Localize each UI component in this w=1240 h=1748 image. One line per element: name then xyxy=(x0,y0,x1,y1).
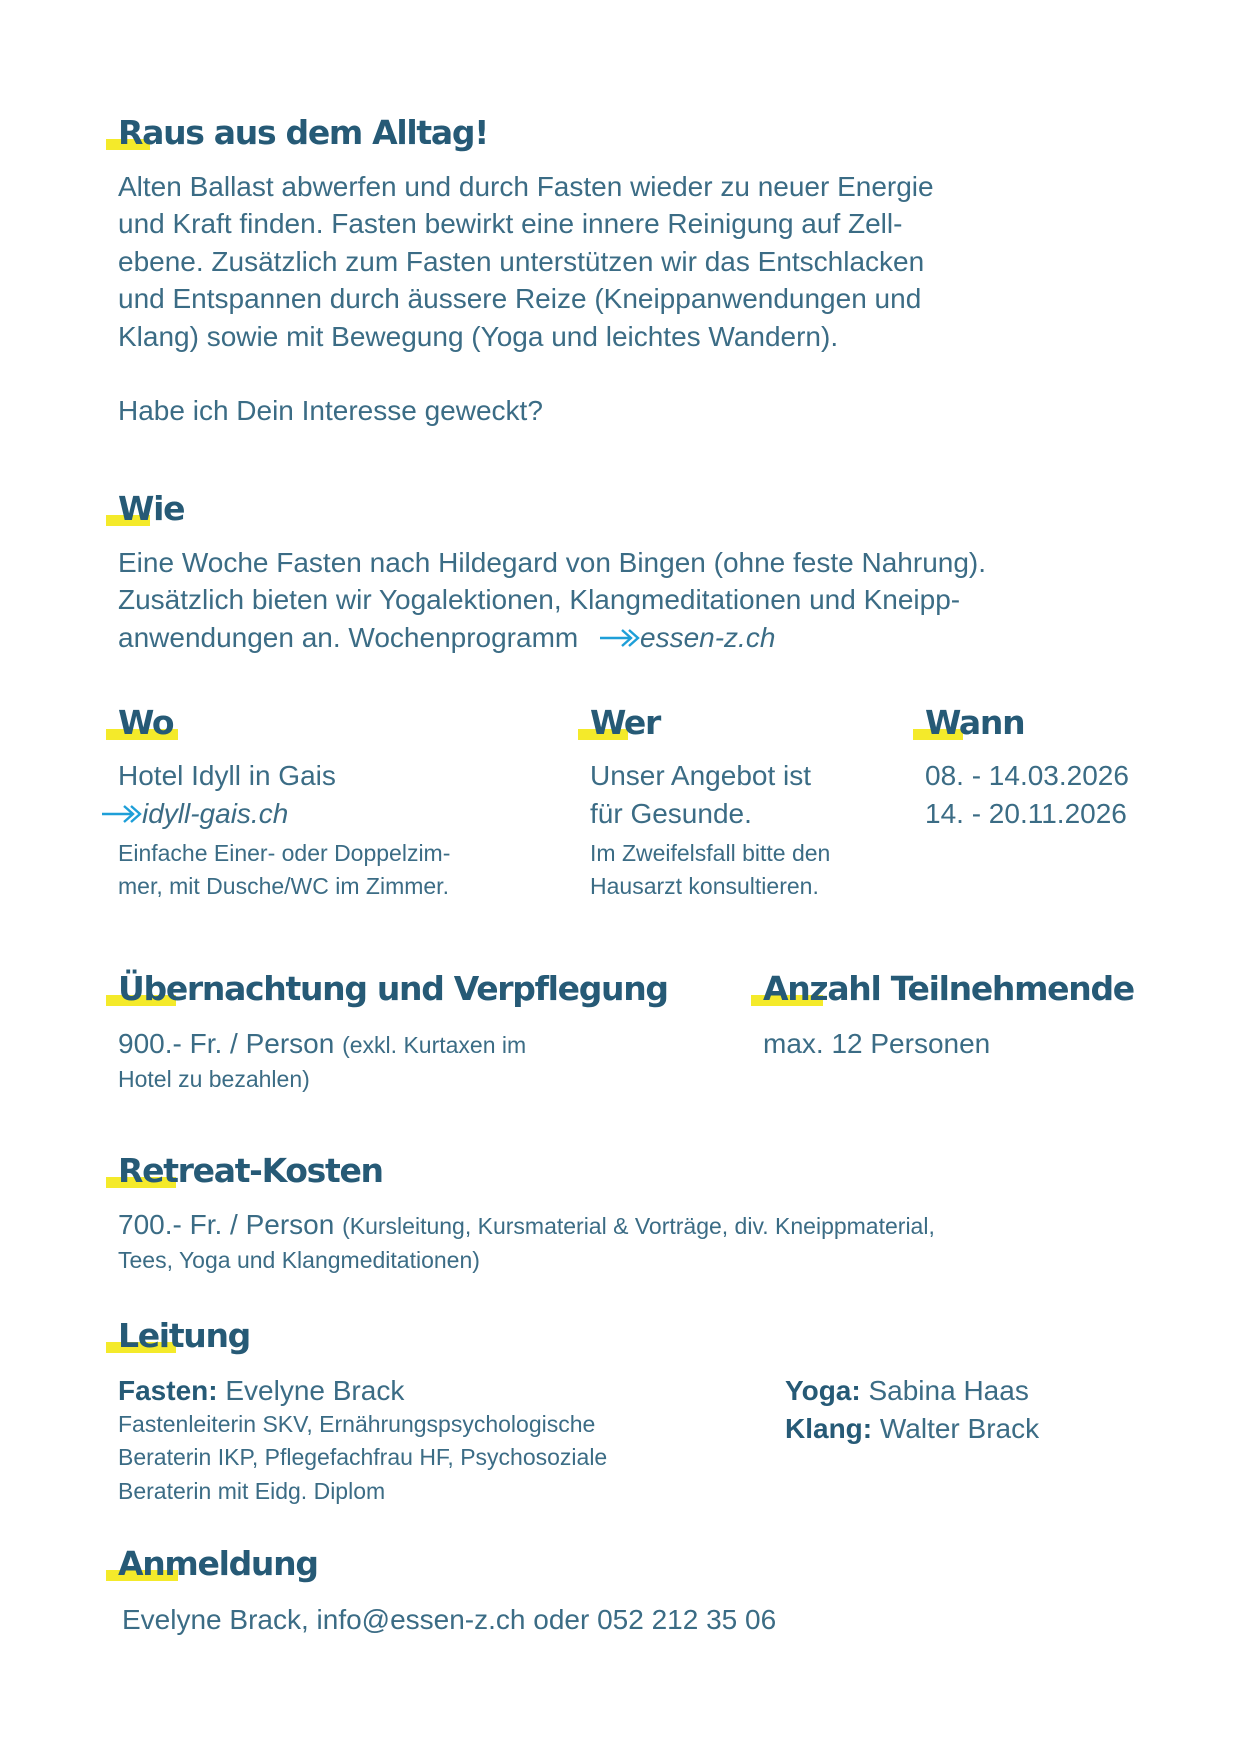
intro-line: und Kraft finden. Fasten bewirkt eine innere Reinigung auf Zell- xyxy=(118,208,903,239)
wer-line: für Gesunde. xyxy=(590,798,752,829)
leitung-title: Leitung xyxy=(118,1316,251,1355)
uebernachtung-note: (exkl. Kurtaxen im xyxy=(342,1032,527,1058)
intro-line: und Entspannen durch äussere Reize (Kneippanwendungen und xyxy=(118,283,922,314)
uebernachtung-note: Hotel zu bezahlen) xyxy=(118,1066,310,1092)
arrow-right-icon xyxy=(600,627,640,649)
wo-hotel: Hotel Idyll in Gais xyxy=(118,760,336,791)
klang-name: Walter Brack xyxy=(879,1413,1040,1444)
leitung-qualification: Beraterin IKP, Pflegefachfrau HF, Psychosoziale xyxy=(118,1444,608,1470)
anzahl-title: Anzahl Teilnehmende xyxy=(763,969,1134,1008)
anzahl-value: max. 12 Personen xyxy=(763,1028,991,1059)
wann-title: Wann xyxy=(925,703,1025,742)
idyll-gais-link[interactable]: idyll-gais.ch xyxy=(142,798,289,829)
retreat-title: Retreat-Kosten xyxy=(118,1151,383,1190)
fasten-name: Evelyne Brack xyxy=(225,1375,405,1406)
yoga-label: Yoga: xyxy=(785,1375,861,1406)
uebernachtung-price-line xyxy=(118,1025,526,1065)
wo-note: mer, mit Dusche/WC im Zimmer. xyxy=(118,873,449,899)
uebernachtung-title: Übernachtung und Verpflegung xyxy=(118,969,668,1008)
wo-note: Einfache Einer- oder Doppelzim- xyxy=(118,840,451,866)
yoga-name: Sabina Haas xyxy=(868,1375,1029,1406)
retreat-price-line xyxy=(118,1206,935,1246)
wer-note: Im Zweifelsfall bitte den xyxy=(590,840,831,866)
leitung-yoga xyxy=(785,1372,1029,1410)
wie-line: Zusätzlich bieten wir Yogalektionen, Klangmeditationen und Kneipp- xyxy=(118,584,961,615)
wo-title: Wo xyxy=(118,703,174,742)
wo-link-line xyxy=(102,795,288,833)
intro-line: Alten Ballast abwerfen und durch Fasten wieder zu neuer Energie xyxy=(118,171,934,202)
wie-title: Wie xyxy=(118,489,185,528)
leitung-klang xyxy=(785,1410,1039,1448)
wann-date: 08. - 14.03.2026 xyxy=(925,760,1129,791)
wer-title: Wer xyxy=(590,703,660,742)
arrow-right-icon xyxy=(102,803,142,825)
intro-question: Habe ich Dein Interesse geweckt? xyxy=(118,395,543,426)
retreat-note: Tees, Yoga und Klangmeditationen) xyxy=(118,1247,480,1273)
anmeldung-title: Anmeldung xyxy=(118,1544,318,1583)
leitung-qualification: Fastenleiterin SKV, Ernährungspsychologische xyxy=(118,1411,596,1437)
wie-line-prefix: anwendungen an. Wochenprogramm xyxy=(118,622,579,653)
intro-line: ebene. Zusätzlich zum Fasten unterstützen wir das Entschlacken xyxy=(118,246,925,277)
wie-line: Eine Woche Fasten nach Hildegard von Bingen (ohne feste Nahrung). xyxy=(118,547,987,578)
intro-line: Klang) sowie mit Bewegung (Yoga und leichtes Wandern). xyxy=(118,321,839,352)
leitung-fasten xyxy=(118,1372,404,1410)
retreat-note: (Kursleitung, Kursmaterial & Vorträge, div. Kneippmaterial, xyxy=(342,1213,935,1239)
wer-line: Unser Angebot ist xyxy=(590,760,812,791)
essen-z-link[interactable]: essen-z.ch xyxy=(640,622,776,653)
fasten-label: Fasten: xyxy=(118,1375,218,1406)
leitung-qualification: Beraterin mit Eidg. Diplom xyxy=(118,1478,386,1504)
anmeldung-contact[interactable]: Evelyne Brack, info@essen-z.ch oder 052 212 35 06 xyxy=(122,1604,777,1635)
retreat-price: 700.- Fr. / Person xyxy=(118,1209,335,1240)
uebernachtung-price: 900.- Fr. / Person xyxy=(118,1028,335,1059)
wie-line xyxy=(118,619,775,657)
klang-label: Klang: xyxy=(785,1413,873,1444)
intro-title: Raus aus dem Alltag! xyxy=(118,113,488,152)
wann-date: 14. - 20.11.2026 xyxy=(925,798,1127,829)
wer-note: Hausarzt konsultieren. xyxy=(590,873,819,899)
